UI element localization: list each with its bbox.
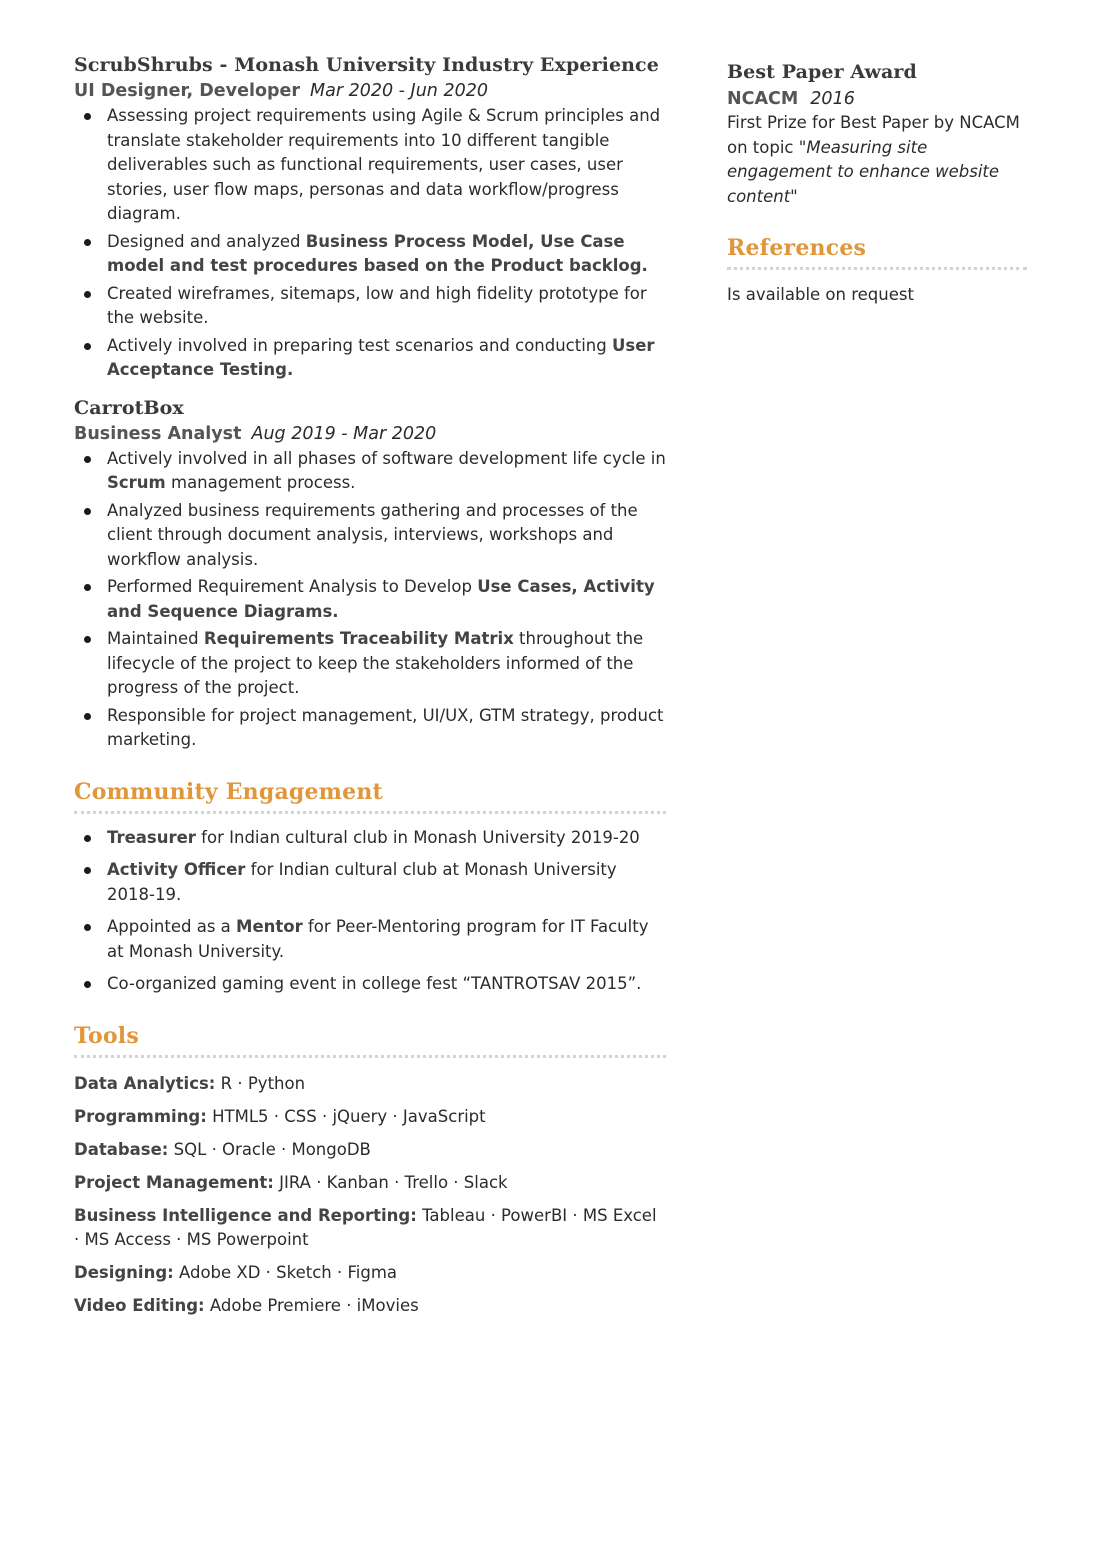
bullet-text: management process. [165, 473, 356, 492]
bullet-text: Analyzed business requirements gathering and processes of the client through document analysis, interviews, workshops and workflow analysis. [107, 500, 638, 569]
community-section [74, 779, 666, 997]
company-name: ScrubShrubs - Monash University Industry Experience [74, 54, 659, 76]
bullet-text: for Indian cultural club at Monash University 2018-19. [107, 860, 617, 904]
job-dates: Mar 2020 - Jun 2020 [310, 81, 488, 101]
tool-label: Project Management: [74, 1172, 274, 1192]
list-item [74, 499, 666, 573]
tool-row [74, 1294, 666, 1319]
bullet-text: Responsible for project management, UI/UX, GTM strategy, product marketing. [107, 705, 664, 749]
references-section [727, 235, 1027, 304]
award-entry [727, 61, 1027, 209]
tool-row [74, 1072, 666, 1097]
bullet-bold: Treasurer [107, 827, 196, 847]
bullet-text: Maintained [107, 629, 204, 648]
section-title: References [727, 235, 867, 261]
tool-value: JIRA · Kanban · Trello · Slack [273, 1172, 508, 1192]
experience-entry [74, 397, 666, 753]
bullet-text: Designed and analyzed [107, 231, 306, 251]
list-item [74, 972, 666, 997]
bullet-text: Co-organized gaming event in college fest “TANTROTSAV 2015”. [107, 974, 642, 993]
tools-list [74, 1072, 666, 1319]
tool-row [74, 1261, 666, 1286]
list-item [74, 104, 666, 227]
tool-value: Tableau · PowerBI · MS Excel · MS Access · MS Powerpoint [74, 1205, 657, 1249]
section-title: Community Engagement [74, 778, 383, 805]
bullet-bold: Requirements Traceability Matrix [203, 629, 514, 648]
tool-row [74, 1171, 666, 1196]
bullet-text: for Peer-Mentoring program for IT Faculty at Monash University. [107, 917, 649, 961]
list-item [74, 282, 666, 331]
bullet-bold: Business Process Model, Use Case model and test procedures based on the Product backlog. [107, 231, 648, 275]
community-list [74, 826, 666, 997]
job-role: Business Analyst [74, 423, 242, 444]
bullet-bold: Scrum [107, 473, 166, 492]
tool-value: HTML5 · CSS · jQuery · JavaScript [206, 1106, 486, 1126]
role-line [74, 423, 666, 445]
experience-entry [74, 54, 666, 383]
bullet-bold: Use Cases, Activity and Sequence Diagrams. [107, 577, 655, 621]
list-item [74, 704, 666, 753]
references-text: Is available on request [727, 285, 914, 304]
company-name: CarrotBox [74, 396, 184, 419]
bullet-text: Assessing project requirements using Agile & Scrum principles and translate stakeholder requirements into 10 different tangible deliverables such as functional requirements, user cases, user stories, user flow maps, personas and data workflow/progress diagram. [107, 106, 661, 223]
job-role: UI Designer, Developer [74, 81, 300, 101]
award-description [727, 111, 1027, 209]
list-item [74, 447, 666, 496]
list-item [74, 575, 666, 624]
award-org: NCACM [727, 89, 799, 109]
right-column [727, 61, 1027, 304]
list-item [74, 627, 666, 701]
tool-row [74, 1105, 666, 1130]
section-title: Tools [74, 1022, 139, 1049]
tool-label: Programming: [74, 1106, 207, 1126]
list-item [74, 334, 666, 383]
award-title: Best Paper Award [727, 61, 917, 83]
job-dates: Aug 2019 - Mar 2020 [251, 423, 437, 444]
job-bullets [74, 104, 666, 383]
tool-label: Video Editing: [74, 1296, 205, 1315]
tool-label: Database: [74, 1139, 169, 1159]
bullet-text: Actively involved in all phases of software development life cycle in [107, 448, 666, 468]
list-item [74, 826, 666, 851]
award-org-line [727, 88, 1027, 110]
dotted-divider [727, 267, 1027, 270]
tool-row [74, 1138, 666, 1163]
dotted-divider [74, 1055, 666, 1058]
tool-row [74, 1204, 666, 1253]
bullet-text: Performed Requirement Analysis to Develop [107, 577, 478, 596]
award-topic: "Measuring site engagement to enhance website content" [727, 137, 1000, 206]
tool-label: Designing: [74, 1263, 174, 1282]
bullet-text: Actively involved in preparing test scenarios and conducting [107, 335, 612, 355]
bullet-text: throughout the lifecycle of the project to keep the stakeholders informed of the progress of the project. [107, 629, 644, 697]
bullet-text: for Indian cultural club in Monash University 2019-20 [195, 827, 640, 847]
bullet-bold: Activity Officer [107, 860, 246, 879]
list-item [74, 230, 666, 279]
list-item [74, 858, 666, 907]
tool-value: R · Python [215, 1073, 306, 1093]
bullet-text: Created wireframes, sitemaps, low and high fidelity prototype for the website. [107, 283, 647, 327]
award-desc-text: First Prize for Best Paper by NCACM on topic [727, 113, 1020, 157]
dotted-divider [74, 811, 666, 814]
tools-section [74, 1023, 666, 1319]
list-item [74, 915, 666, 964]
bullet-bold: Mentor [236, 917, 303, 936]
role-line [74, 80, 666, 102]
tool-label: Data Analytics: [74, 1073, 216, 1093]
bullet-text: Appointed as a [107, 917, 237, 936]
tool-label: Business Intelligence and Reporting: [74, 1205, 417, 1225]
job-bullets [74, 447, 666, 753]
award-year: 2016 [810, 89, 855, 109]
tool-value: SQL · Oracle · MongoDB [168, 1139, 371, 1159]
tool-value: Adobe XD · Sketch · Figma [173, 1263, 398, 1282]
left-column [74, 54, 666, 1327]
tool-value: Adobe Premiere · iMovies [204, 1296, 419, 1315]
bullet-bold: User Acceptance Testing. [107, 335, 655, 379]
